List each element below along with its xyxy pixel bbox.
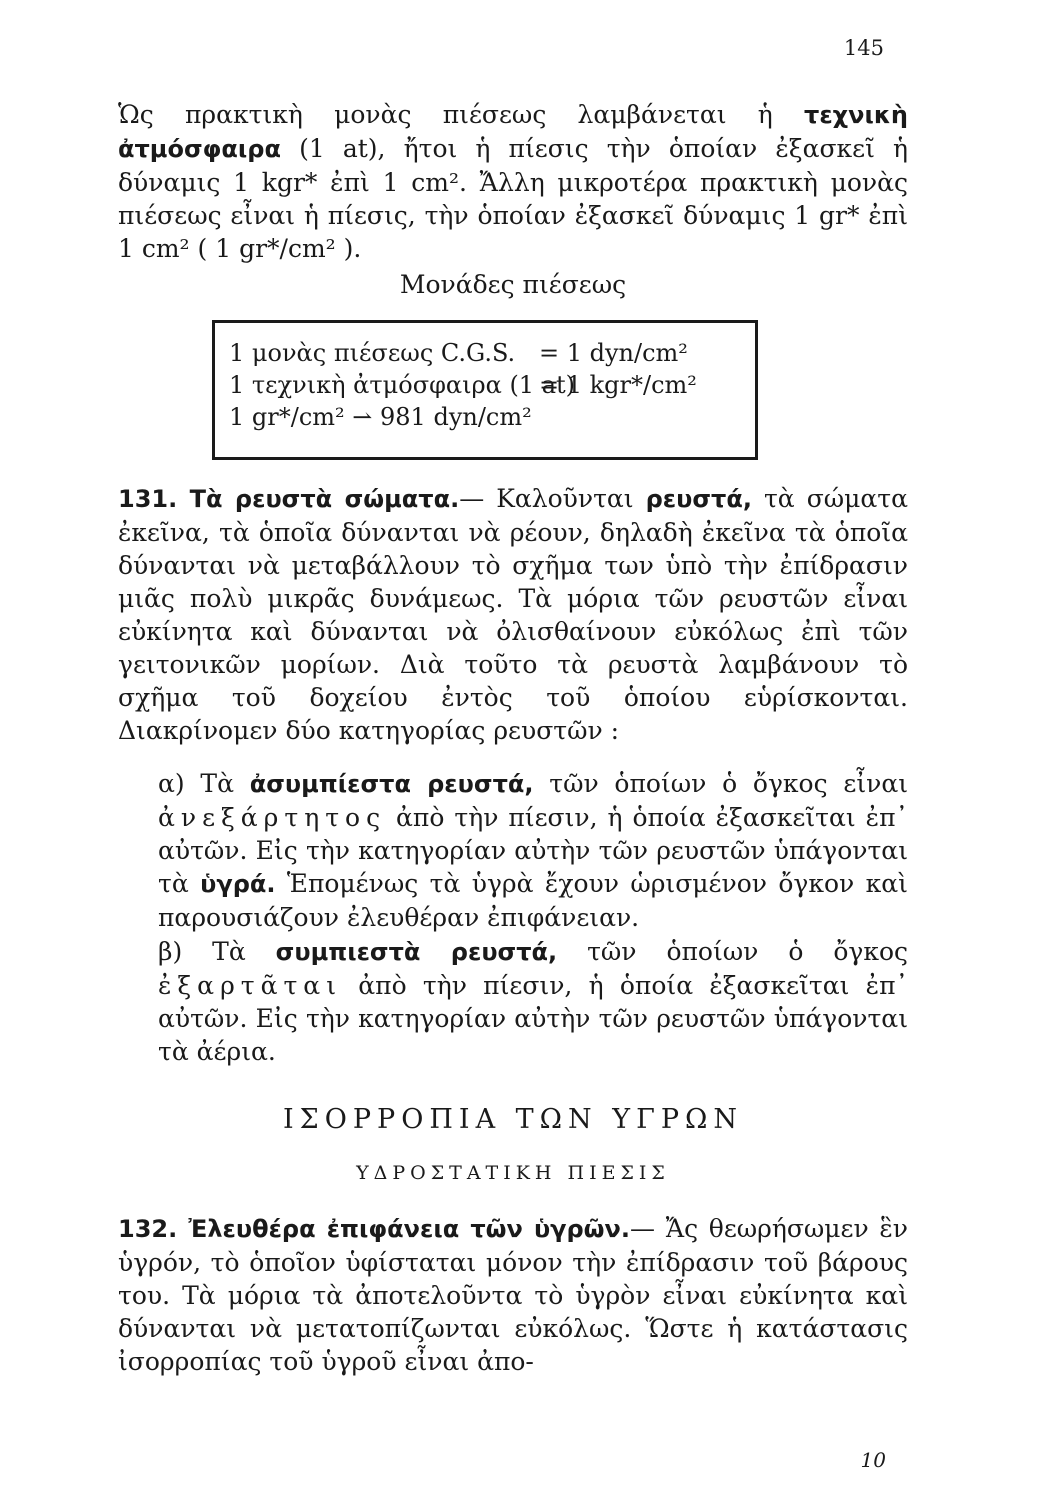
section-132-text-1: — Ἄς θεωρήσωμεν ἓν ὑγρόν, τὸ ὁποῖον ὑφίσταται μόνον τὴν ἐπίδρασιν τοῦ βάρους του. Τὰ μόρια τὰ ἀποτελοῦντα τὸ ὑγρὸν εἶναι εὐκίνητα καὶ δύνανται νὰ μετατοπίζωνται εὐκόλως. Ὥστε ἡ κατάστασις ἰσορροπίας τοῦ ὑγροῦ εἶναι ἀπο- bbox=[118, 1214, 908, 1376]
intro-text-2: (1 at), ἤτοι ἡ πίεσις τὴν ὁποίαν ἐξασκεῖ ἡ δύναμις 1 kgr* ἐπὶ 1 cm². Ἄλλη μικροτέρα πρακτικὴ μονὰς πιέσεως εἶναι ἡ πίεσις, τὴν ὁποίαν ἐξασκεῖ δύναμις 1 gr* ἐπὶ 1 cm² ( 1 gr*/cm² ). bbox=[118, 134, 908, 263]
intro-text-1: Ὡς πρακτικὴ μονὰς πιέσεως λαμβάνεται ἡ bbox=[118, 100, 804, 129]
section-131-title: 131. Τὰ ρευστὰ σώματα. bbox=[118, 485, 460, 513]
item-b-paragraph bbox=[118, 935, 908, 1068]
table-row-left: 1 μονὰς πιέσεως C.G.S. bbox=[229, 339, 516, 367]
item-a-text-3: Ἑπομένως τὰ ὑγρὰ ἔχουν ὡρισμένον ὄγκον καὶ παρουσιάζουν ἐλευθέραν ἐπιφάνειαν. bbox=[158, 869, 908, 932]
item-b-bold-term: συμπιεστὰ ρευστά, bbox=[275, 938, 558, 966]
table-row bbox=[229, 401, 755, 433]
item-a-bold-term: ἀσυμπίεστα ρευστά, bbox=[249, 770, 534, 798]
table-row bbox=[229, 337, 755, 369]
section-132-paragraph bbox=[118, 1212, 908, 1378]
item-b-spaced-term: ἐξαρτᾶται bbox=[158, 971, 342, 1000]
table-row-right: = 1 dyn/cm² bbox=[539, 339, 688, 367]
chapter-subheading: ΥΔΡΟΣΤΑΤΙΚΗ ΠΙΕΣΙΣ bbox=[356, 1162, 670, 1184]
table-row-right: ⇀ 981 dyn/cm² bbox=[352, 403, 532, 431]
table-row-left: 1 gr*/cm² bbox=[229, 403, 345, 431]
item-a-spaced-term: ἀνεξάρτητος bbox=[158, 803, 387, 832]
item-b-text-1: τῶν ὁποίων ὁ ὄγκος bbox=[557, 937, 908, 966]
page-number: 145 bbox=[843, 36, 884, 60]
table-caption: Μονάδες πιέσεως bbox=[399, 270, 627, 299]
section-132-title: 132. Ἐλευθέρα ἐπιφάνεια τῶν ὑγρῶν. bbox=[118, 1215, 631, 1243]
table-row-left: 1 τεχνικὴ ἀτμόσφαιρα (1 at) bbox=[229, 371, 576, 399]
intro-bold-term: τεχνικὴ ἀτμόσφαιρα bbox=[118, 101, 908, 163]
item-a-label: α) Τὰ bbox=[158, 769, 250, 798]
item-b-text-2: ἀπὸ τὴν πίεσιν, ἡ ὁποία ἐξασκεῖται ἐπ᾽ αὐτῶν. Εἰς τὴν κατηγορίαν αὐτὴν τῶν ρευστῶν ὑπάγονται τὰ ἀέρια. bbox=[158, 971, 908, 1066]
section-131-text-1: — Καλοῦνται bbox=[459, 484, 646, 513]
table-row bbox=[229, 369, 755, 401]
item-b-label: β) Τὰ bbox=[158, 937, 276, 966]
footer-mark: 10 bbox=[860, 1448, 886, 1472]
intro-paragraph bbox=[118, 98, 908, 265]
table-row-right: = 1 kgr*/cm² bbox=[539, 371, 697, 399]
item-a-text-2: ἀπὸ τὴν πίεσιν, ἡ ὁποία ἐξασκεῖται ἐπ᾽ αὐτῶν. Εἰς τὴν κατηγορίαν αὐτὴν τῶν ρευστῶν ὑπάγονται τὰ bbox=[158, 803, 908, 898]
section-131-bold-term: ρευστά, bbox=[645, 485, 752, 513]
section-131-paragraph bbox=[118, 482, 908, 747]
item-a-text-1: τῶν ὁποίων ὁ ὄγκος εἶναι bbox=[533, 769, 908, 798]
section-131-text-2: τὰ σώματα ἐκεῖνα, τὰ ὁποῖα δύνανται νὰ ρέουν, δηλαδὴ ἐκεῖνα τὰ ὁποῖα δύνανται νὰ μεταβάλλουν τὸ σχῆμα των ὑπὸ τὴν ἐπίδρασιν μιᾶς πολὺ μικρᾶς δυνάμεως. Τὰ μόρια τῶν ρευστῶν εἶναι εὐκίνητα καὶ δύνανται νὰ ὀλισθαίνουν εὐκόλως ἐπὶ τῶν γειτονικῶν μορίων. Διὰ τοῦτο τὰ ρευστὰ λαμβάνουν τὸ σχῆμα τοῦ δοχείου ἐντὸς τοῦ ὁποίου εὑρίσκονται. Διακρίνομεν δύο κατηγορίας ρευστῶν : bbox=[118, 484, 908, 745]
item-a-bold-term-2: ὑγρά. bbox=[200, 870, 276, 898]
item-a-paragraph bbox=[118, 767, 908, 934]
chapter-heading: ΙΣΟΡΡΟΠΙΑ ΤΩΝ ΥΓΡΩΝ bbox=[283, 1104, 743, 1135]
pressure-units-table bbox=[212, 320, 758, 460]
